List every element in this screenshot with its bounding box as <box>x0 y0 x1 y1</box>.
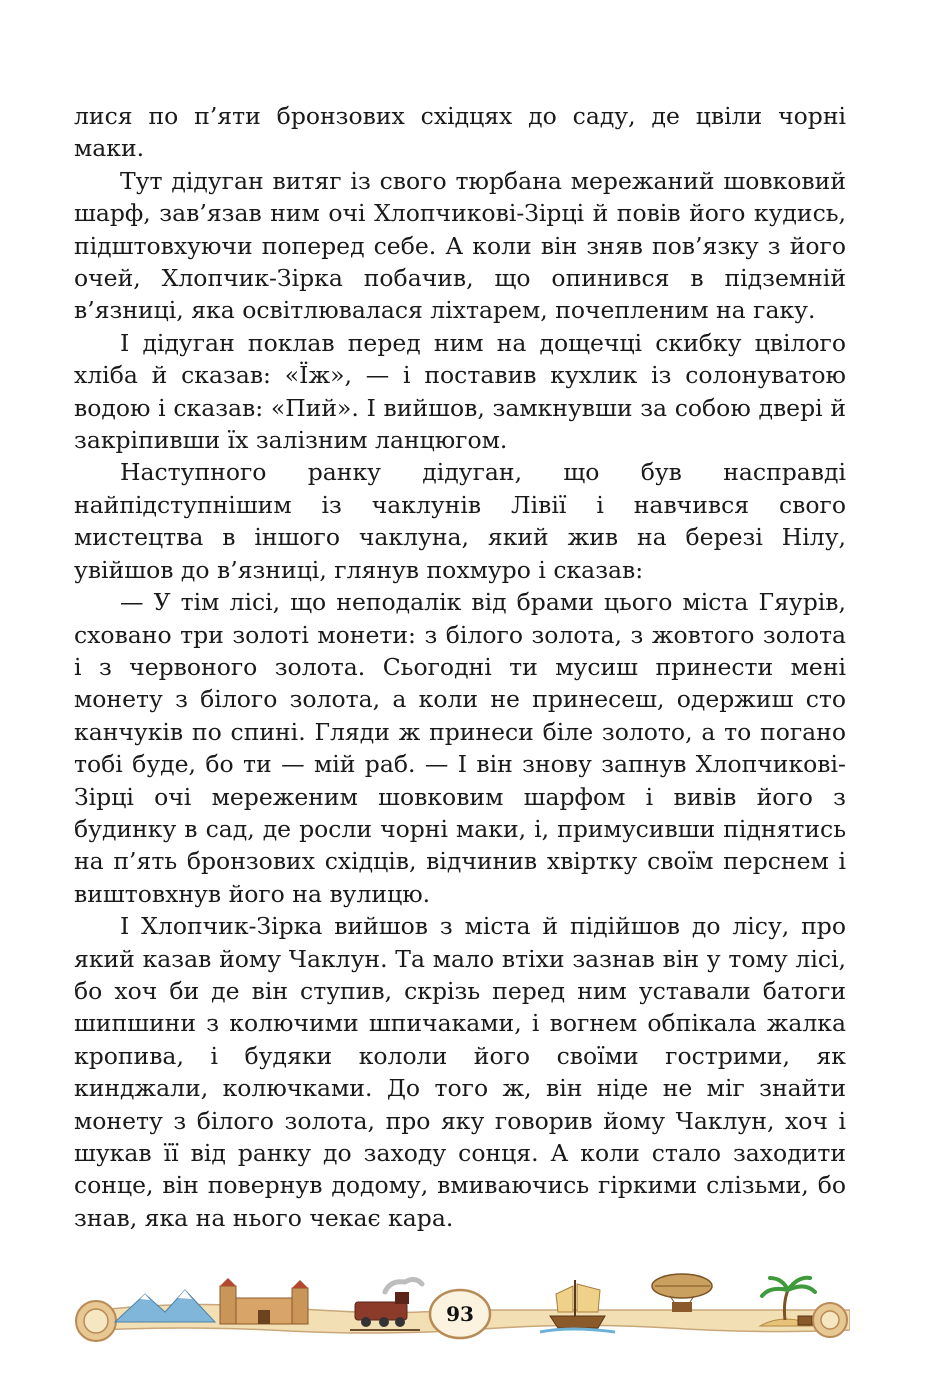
left-end-cap-icon <box>76 1301 116 1341</box>
castle-icon <box>220 1278 308 1324</box>
paragraph: — У тім лісі, що неподалік від брами цього міста Гяурів, сховано три золоті монети: з білого золота, з жовтого золота і з червоного золота. Сьогодні ти мусиш принести мені монету з білого золота, а коли не принесеш, одержиш сто канчуків по спині. Гляди ж принеси біле золото, а то погано тобі буде, бо ти — мій раб. — І він знову запнув Хлопчикові-Зірці очі мереженим шовковим шарфом і вивів його з будинку в сад, де росли чорні маки, і, примусивши піднятись на п’ять бронзових східців, відчинив хвіртку своїм перснем і виштовхнув його на вулицю. <box>74 588 846 908</box>
page-number: 93 <box>446 1302 474 1326</box>
paragraph: Тут дідуган витяг із свого тюрбана мережаний шовковий шарф, зав’язав ним очі Хлопчикові-Зірці й повів його кудись, підштовхуючи поперед себе. А коли він зняв пов’язку з його очей, Хлопчик-Зірка побачив, що опинився в підземній в’язниці, яка освітлювалася ліхтарем, почепленим на гаку. <box>74 166 846 325</box>
paragraph: Наступного ранку дідуган, що був насправді найпідступнішим із чаклунів Лівії і навчився свого мистецтва в іншого чаклуна, який жив на березі Нілу, увійшов до в’язниці, глянув похмуро і сказав: <box>74 458 846 584</box>
right-end-cap-icon <box>813 1303 847 1337</box>
airship-icon <box>652 1274 712 1312</box>
paragraph: І Хлопчик-Зірка вийшов з міста й підійшов до лісу, про який казав йому Чаклун. Та мало втіхи зазнав він у тому лісі, бо хоч би де він ступив, скрізь перед ним уставали батоги шипшини з колючими шпичаками, і вогнем обпікала жалка кропива, і будяки кололи його своїми гострими, як кинджали, колючками. До того ж, він ніде не міг знайти монету з білого золота, про яку говорив йому Чаклун, хоч і шукав її від ранку до заходу сонця. А коли стало заходити сонце, він повернув додому, вмиваючись гіркими слізьми, бо знав, яка на нього чекає кара. <box>74 912 846 1232</box>
paragraph: лися по п’яти бронзових східцях до саду, де цвіли чорні маки. <box>74 102 846 163</box>
body-text <box>74 100 846 1234</box>
paragraph: І дідуган поклав перед ним на дощечці скибку цвілого хліба й сказав: «Їж», — і поставив кухлик із солонуватою водою і сказав: «Пий». І вийшов, замкнувши за собою двері й закріпивши їх залізним ланцюгом. <box>74 328 846 455</box>
